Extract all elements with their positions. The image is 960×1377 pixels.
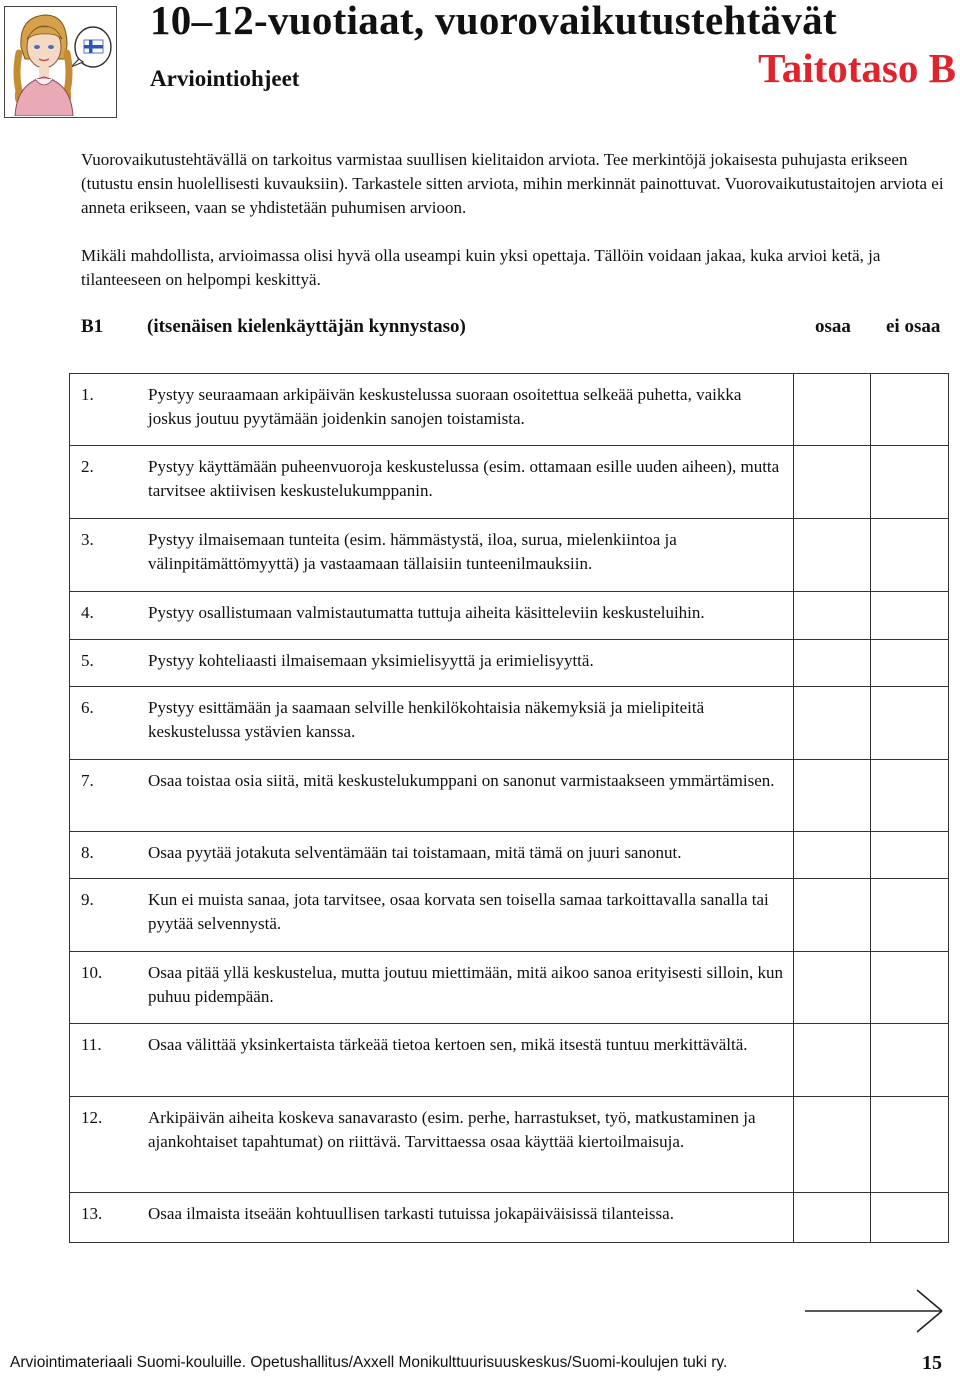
page-title: 10–12-vuotiaat, vuorovaikutustehtävät <box>150 0 837 43</box>
page-subtitle: Arviointiohjeet <box>150 66 300 91</box>
ei-osaa-checkbox-cell[interactable] <box>871 687 949 760</box>
criterion-text: Pystyy ilmaisemaan tunteita (esim. hämmästystä, iloa, surua, mielenkiintoa ja välinpitämättömyyttä) ja vastaamaan tällaisiin tunteenilmauksiin. <box>148 530 677 573</box>
ei-osaa-checkbox-cell[interactable] <box>871 374 949 446</box>
criterion-text: Pystyy seuraamaan arkipäivän keskustelussa suoraan osoitettua selkeää puhetta, vaikka joskus joutuu pyytämään joidenkin sanojen toistamista. <box>148 385 742 428</box>
osaa-checkbox-cell[interactable] <box>793 687 871 760</box>
criterion-description-cell <box>70 1193 794 1243</box>
criterion-number: 2. <box>81 457 94 476</box>
criteria-row <box>70 1097 949 1193</box>
osaa-checkbox-cell[interactable] <box>793 1193 871 1243</box>
criterion-text: Osaa pyytää jotakuta selventämään tai toistamaan, mitä tämä on juuri sanonut. <box>148 843 682 862</box>
criterion-description-cell <box>70 446 794 519</box>
criterion-description-cell <box>70 519 794 592</box>
criterion-description-cell <box>70 1097 794 1193</box>
criteria-row <box>70 760 949 832</box>
criterion-number: 3. <box>81 530 94 549</box>
footer-text: Arviointimateriaali Suomi-kouluille. Opetushallitus/Axxell Monikulttuurisuuskeskus/Suomi-koulujen tuki ry. <box>10 1354 728 1371</box>
osaa-checkbox-cell[interactable] <box>793 519 871 592</box>
level-title: (itsenäisen kielenkäyttäjän kynnystaso) <box>147 316 466 337</box>
girl-speech-bubble-illustration <box>4 6 117 118</box>
criterion-number: 8. <box>81 843 94 862</box>
criterion-text: Osaa ilmaista itseään kohtuullisen tarkasti tutuissa jokapäiväisissä tilanteissa. <box>148 1204 674 1223</box>
criterion-number: 10. <box>81 963 103 982</box>
criteria-row <box>70 640 949 687</box>
arrow-right-icon <box>805 1287 945 1337</box>
criterion-description-cell <box>70 374 794 446</box>
girl-illustration-icon <box>5 7 115 116</box>
criterion-text: Kun ei muista sanaa, jota tarvitsee, osaa korvata sen toisella samaa tarkoittavalla sanalla tai pyytää selvennystä. <box>148 890 769 933</box>
osaa-checkbox-cell[interactable] <box>793 592 871 640</box>
criterion-description-cell <box>70 832 794 879</box>
criterion-description-cell <box>70 879 794 952</box>
criterion-number: 13. <box>81 1204 103 1223</box>
osaa-checkbox-cell[interactable] <box>793 374 871 446</box>
criterion-description-cell <box>70 592 794 640</box>
ei-osaa-checkbox-cell[interactable] <box>871 446 949 519</box>
ei-osaa-checkbox-cell[interactable] <box>871 760 949 832</box>
criterion-number: 11. <box>81 1035 102 1054</box>
osaa-checkbox-cell[interactable] <box>793 640 871 687</box>
column-header-osaa: osaa <box>815 316 851 337</box>
criteria-row <box>70 1024 949 1097</box>
criteria-row <box>70 592 949 640</box>
osaa-checkbox-cell[interactable] <box>793 1024 871 1097</box>
criteria-row <box>70 832 949 879</box>
column-header-ei-osaa: ei osaa <box>886 316 941 337</box>
criteria-row <box>70 374 949 446</box>
level-code: B1 <box>81 316 104 337</box>
skill-level-label: Taitotaso B <box>758 45 956 91</box>
criterion-number: 4. <box>81 603 94 622</box>
osaa-checkbox-cell[interactable] <box>793 446 871 519</box>
criterion-number: 9. <box>81 890 94 909</box>
ei-osaa-checkbox-cell[interactable] <box>871 592 949 640</box>
criterion-text: Pystyy osallistumaan valmistautumatta tuttuja aiheita käsitteleviin keskusteluihin. <box>148 603 705 622</box>
ei-osaa-checkbox-cell[interactable] <box>871 1024 949 1097</box>
page-number: 15 <box>922 1352 942 1374</box>
osaa-checkbox-cell[interactable] <box>793 879 871 952</box>
ei-osaa-checkbox-cell[interactable] <box>871 1193 949 1243</box>
intro-paragraph-2: Mikäli mahdollista, arvioimassa olisi hyvä olla useampi kuin yksi opettaja. Tällöin voidaan jakaa, kuka arvioi ketä, ja tilanteeseen on helpompi keskittyä. <box>81 246 881 289</box>
criterion-text: Arkipäivän aiheita koskeva sanavarasto (esim. perhe, harrastukset, työ, matkustaminen ja ajankohtaiset tapahtumat) on riittävä. Tarvittaessa osaa käyttää kiertoilmaisuja. <box>148 1108 756 1151</box>
ei-osaa-checkbox-cell[interactable] <box>871 1097 949 1193</box>
osaa-checkbox-cell[interactable] <box>793 1097 871 1193</box>
criterion-description-cell <box>70 1024 794 1097</box>
criterion-number: 7. <box>81 771 94 790</box>
osaa-checkbox-cell[interactable] <box>793 832 871 879</box>
ei-osaa-checkbox-cell[interactable] <box>871 832 949 879</box>
criteria-table <box>69 373 949 1243</box>
criteria-row <box>70 879 949 952</box>
criteria-row <box>70 687 949 760</box>
osaa-checkbox-cell[interactable] <box>793 760 871 832</box>
criterion-text: Osaa välittää yksinkertaista tärkeää tietoa kertoen sen, mikä itsestä tuntuu merkittävältä. <box>148 1035 748 1054</box>
criterion-number: 6. <box>81 698 94 717</box>
criterion-text: Pystyy esittämään ja saamaan selville henkilökohtaisia näkemyksiä ja mielipiteitä keskustelussa ystävien kanssa. <box>148 698 705 741</box>
ei-osaa-checkbox-cell[interactable] <box>871 952 949 1024</box>
ei-osaa-checkbox-cell[interactable] <box>871 879 949 952</box>
criterion-number: 1. <box>81 385 94 404</box>
criteria-row <box>70 1193 949 1243</box>
criterion-description-cell <box>70 952 794 1024</box>
criterion-text: Osaa pitää yllä keskustelua, mutta joutuu miettimään, mitä aikoo sanoa erityisesti silloin, kun puhuu pidempään. <box>148 963 784 1006</box>
criterion-description-cell <box>70 687 794 760</box>
criterion-description-cell <box>70 640 794 687</box>
ei-osaa-checkbox-cell[interactable] <box>871 640 949 687</box>
criterion-number: 12. <box>81 1108 103 1127</box>
criterion-description-cell <box>70 760 794 832</box>
criteria-row <box>70 446 949 519</box>
criterion-number: 5. <box>81 651 94 670</box>
ei-osaa-checkbox-cell[interactable] <box>871 519 949 592</box>
osaa-checkbox-cell[interactable] <box>793 952 871 1024</box>
criteria-row <box>70 519 949 592</box>
criterion-text: Pystyy kohteliaasti ilmaisemaan yksimielisyyttä ja erimielisyyttä. <box>148 651 594 670</box>
criterion-text: Pystyy käyttämään puheenvuoroja keskustelussa (esim. ottamaan esille uuden aiheen), mutta tarvitsee aktiivisen keskustelukumppanin. <box>148 457 780 500</box>
criteria-row <box>70 952 949 1024</box>
intro-paragraph-1: Vuorovaikutustehtävällä on tarkoitus varmistaa suullisen kielitaidon arviota. Tee merkintöjä jokaisesta puhujasta erikseen (tutustu ensin huolellisesti kuvauksiin). Tarkastele sitten arviota, mihin merkinnät painottuvat. Vuorovaikutustaitojen arviota ei anneta erikseen, vaan se yhdistetään puhumisen arvioon. <box>81 150 944 217</box>
criterion-text: Osaa toistaa osia siitä, mitä keskustelukumppani on sanonut varmistaakseen ymmärtämisen. <box>148 771 775 790</box>
